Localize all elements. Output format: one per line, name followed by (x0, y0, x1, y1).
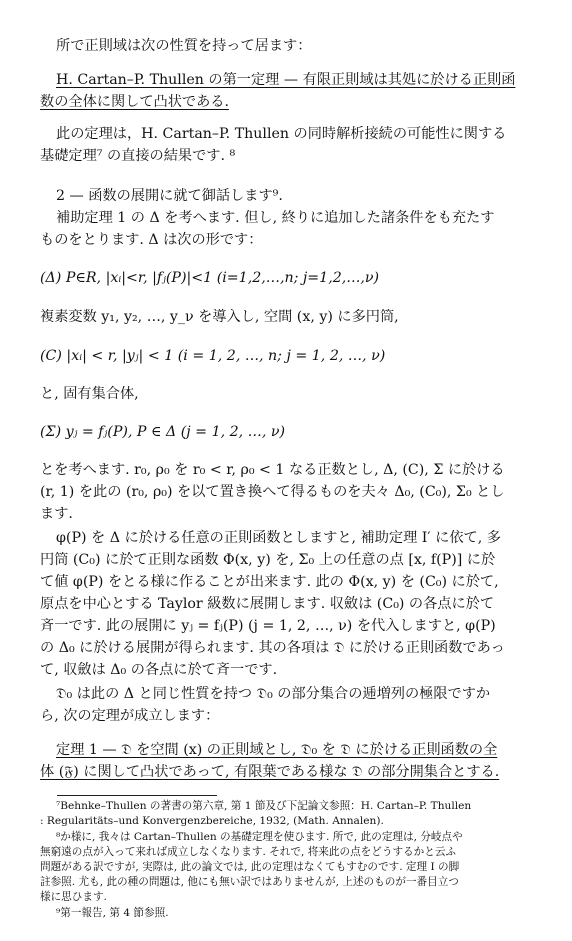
footnote-line: 註参照. 尤も, 此の種の問題は, 他にも無い訳ではありませんが, 上述のものが一番目立つ (40, 876, 459, 888)
text-line: ます. (40, 506, 73, 522)
text-line: 所で正則域は次の性質を持って居ます： (56, 38, 312, 54)
text-line: φ(P) を Δ に於ける任意の正則函数としますと, 補助定理 I′ に依て, 多 (56, 530, 501, 546)
footnote-rule (57, 795, 217, 796)
text-line: 基礎定理⁷ の直接の結果です. ⁸ (40, 148, 236, 164)
footnote-line: 無窮遠の点が入って来れば成立しなくなります. それで, 将来此の点をどうするかと云ふ (40, 846, 457, 858)
text-line: 此の定理は，H. Cartan–P. Thullen の同時解析接続の可能性に関する (56, 126, 507, 142)
theorem-1-line: 定理 1 — 𝔇 を空間 (x) の正則域とし, 𝔇₀ を 𝔇 に於ける正則函数の全 (56, 742, 498, 758)
theorem-heading-line: 数の全体に関して凸状である. (40, 94, 229, 110)
text-line: 複素変数 y₁, y₂, …, y_ν を導入し, 空間 (x, y) に多円筒, (40, 309, 399, 325)
text-line: 𝔇₀ は此の Δ と同じ性質を持つ 𝔇₀ の部分集合の逓増列の極限ですか (56, 686, 491, 702)
footnote-line: 様に思ひます. (40, 891, 107, 903)
text-line: 斉一です. 此の展開に yⱼ = fⱼ(P) (j = 1, 2, …, ν) を代入しますと, φ(P) (40, 618, 496, 634)
text-line: とを考へます. r₀, ρ₀ を r₀ < r, ρ₀ < 1 なる正数とし, Δ, (C), Σ に於ける (40, 462, 505, 478)
text-line: 円筒 (C₀) に於て正則な函数 Φ(x, y) を, Σ₀ 上の任意の点 [x, f(P)] に於 (40, 552, 496, 568)
footnote-line: ⁸か様に, 我々は Cartan–Thullen の基礎定理を使ひます. 所で, 此の定理は, 分岐点や (56, 831, 463, 843)
text-line: 補助定理 1 の Δ を考へます. 但し, 終りに追加した諸条件をも充たす (56, 210, 495, 226)
equation-sigma: (Σ) yⱼ = fⱼ(P), P ∈ Δ (j = 1, 2, …, ν) (40, 424, 286, 440)
footnote-line: 問題がある訳ですが, 実際は, 此の論文では, 此の定理はなくてもすむのです. 定理 I の脚 (40, 861, 460, 873)
equation-delta: (Δ) P∈R, |xᵢ|<r, |fⱼ(P)|<1 (i=1,2,…,n; j=1,2,…,ν) (40, 270, 380, 286)
section-heading: 2 — 函数の展開に就て御話します⁹. (56, 188, 283, 204)
text-line: て, 収斂は Δ₀ の各点に於て斉一です. (40, 662, 278, 678)
equation-c: (C) |xᵢ| < r, |yⱼ| < 1 (i = 1, 2, …, n; j = 1, 2, …, ν) (40, 348, 386, 364)
text-line: 原点を中心とする Taylor 級数に展開します. 収斂は (C₀) の各点に於て (40, 596, 495, 612)
text-line: の Δ₀ に於ける展開が得られます. 其の各項は 𝔇 に於ける正則函数であっ (40, 640, 505, 656)
text-line: ものをとります. Δ は次の形です： (40, 232, 263, 248)
text-line: と, 固有集合体, (40, 386, 139, 402)
theorem-heading-line: H. Cartan–P. Thullen の第一定理 — 有限正則域は其処に於ける正則函 (56, 72, 516, 88)
theorem-1-line: 体 (𝔉) に関して凸状であって, 有限葉である様な 𝔇 の部分開集合とする. (40, 764, 500, 780)
text-line: ら, 次の定理が成立します： (40, 708, 220, 724)
text-line: (r, 1) を此の (r₀, ρ₀) を以て置き換へて得るものを夫々 Δ₀, (C₀), Σ₀ とし (40, 484, 505, 500)
text-line: て値 φ(P) をとる様に作ることが出来ます. 此の Φ(x, y) を (C₀) に於て, (40, 574, 499, 590)
footnote-line: ⁷Behnke–Thullen の著書の第六章, 第 1 節及び下記論文参照：H. Cartan–P. Thullen (56, 800, 472, 812)
footnote-line: : Regularitäts–und Konvergenzbereiche, 1932, (Math. Annalen). (40, 815, 384, 827)
footnote-line: ⁹第一報告, 第 4 節参照. (56, 907, 169, 919)
